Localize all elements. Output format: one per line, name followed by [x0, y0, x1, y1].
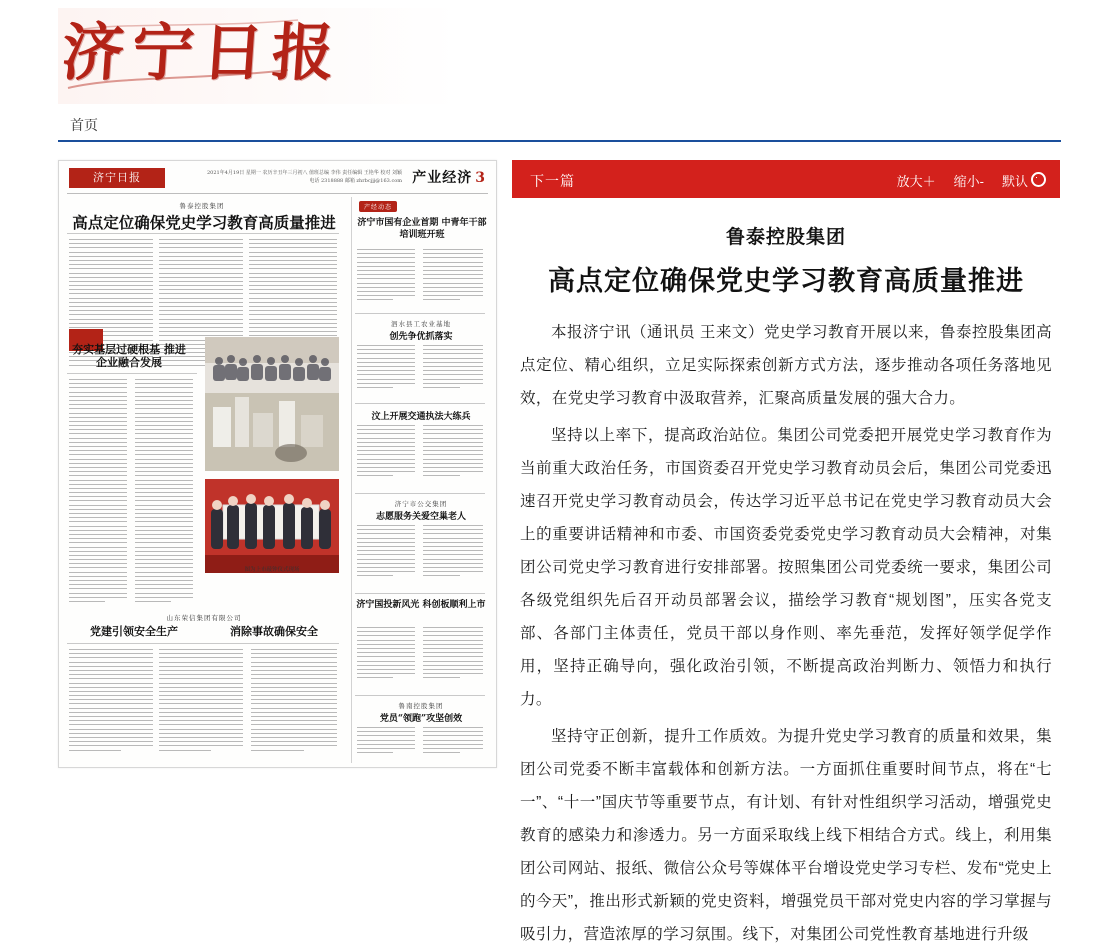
- np-photo-caption: 图为上市敲钟仪式现场: [244, 567, 300, 573]
- np-text-column-5: [135, 379, 193, 609]
- np-text-column-16: [423, 525, 483, 587]
- article-paragraph-2: 坚持以上率下，提高政治站位。集团公司党委把开展党史学习教育作为当前重大政治任务，市国资委召开党史学习教育动员会后，集团公司党委迅速召开党史学习教育动员会，传达学习近平总书记在党史学习教育动员大会上的重要讲话精神和市委、市国资委党委党史学习教育动员大会精神，对集团公司党史学习教育进行安排部署。按照集团公司党委统一要求，集团公司各级党组织先后召开动员部署会议，描绘学习教育“规划图”，压实各党支部、各部门主体责任，党员干部以身作则、率先垂范，发挥好领学促学作用，坚持正确导向，强化政治引领，不断提高政治判断力、领悟力和执行力。: [520, 427, 1052, 708]
- article-body: [512, 198, 1060, 951]
- section-number: 3: [475, 170, 486, 186]
- article-tools: [897, 171, 1046, 190]
- paper-nameplate: 济宁日报: [59, 16, 345, 89]
- np-text-column-11: [357, 345, 415, 397]
- np-photo-model: [205, 337, 339, 471]
- np-headline-6[interactable]: 党员“领跑”攻坚创效: [379, 714, 463, 724]
- np-text-column-9: [357, 249, 415, 307]
- gear-icon: [1031, 172, 1046, 187]
- np-kicker-4: 济宁市公交集团: [394, 500, 448, 508]
- article-subtitle: 鲁泰控股集团: [725, 227, 846, 248]
- np-divider-5: [355, 403, 485, 404]
- article-paragraph-3: 坚持守正创新，提升工作质效。为提升党史学习教育的质量和效果，集团公司党委不断丰富载体和创新方法。一方面抓住重要时间节点，将在“七一”、“十一”国庆节等重要节点，有计划、有针对性组织学习活动，增强党史教育的感染力和渗透力。另一方面采取线上线下相结合方式。线上，利用集团公司网站、报纸、微信公众号等媒体平台增设党史学习专栏、发布“党史上的今天”，推出形式新颖的党史资料，增强党员干部对党史内容的学习掌握与吸引力，营造浓厚的学习氛围。线下，对集团公司党性教育基地进行升级: [520, 728, 1052, 943]
- np-headline-5[interactable]: 济宁国投新风光 科创板顺利上市: [356, 600, 486, 610]
- np-divider-3: [67, 643, 339, 644]
- newspaper-page-preview[interactable]: [58, 160, 497, 768]
- np-headline-0[interactable]: 高点定位确保党史学习教育高质量推进: [72, 213, 336, 232]
- np-text-column-7: [159, 649, 243, 761]
- main-content: [0, 160, 1119, 943]
- nav-item-home[interactable]: 首页: [70, 117, 98, 133]
- np-headline-3[interactable]: 汶上开展交通执法大练兵: [371, 412, 471, 422]
- np-headline-8-right[interactable]: 消除事故确保安全: [230, 625, 318, 638]
- article-paragraph-1: 本报济宁讯（通讯员 王来文）党史学习教育开展以来，鲁泰控股集团高点定位、精心组织，立足实际探索创新方式方法，逐步推动各项任务落地见效，在党史学习教育中汲取营养，汇聚高质量发展的强大合力。: [520, 324, 1052, 407]
- np-divider-7: [355, 593, 485, 594]
- np-column-separator: [351, 197, 352, 763]
- np-text-column-6: [69, 649, 153, 761]
- np-headline-8-left[interactable]: 党建引领安全生产: [90, 625, 178, 638]
- np-divider-4: [355, 313, 485, 314]
- newspaper-dateline: 2021年4月19日 星期一 农历辛丑年三月初八 值班总编 李伟 责任编辑 王艳华 校对 刘颖 电话 2318888 邮箱 zhrbcjjj@163.com: [207, 170, 402, 184]
- newspaper-page-header: [67, 167, 488, 194]
- np-kicker-8: 山东荣信集团有限公司: [166, 614, 242, 622]
- main-navigation: [58, 108, 1061, 142]
- np-text-column-18: [423, 627, 483, 689]
- zoom-out-button[interactable]: 缩小-: [953, 174, 984, 189]
- article-toolbar: [512, 160, 1060, 198]
- np-text-column-8: [251, 649, 337, 761]
- np-kicker-0: 鲁泰控股集团: [179, 202, 225, 210]
- np-headline-2[interactable]: 创先争优抓落实: [389, 332, 453, 342]
- np-text-column-20: [423, 727, 483, 761]
- next-article-button[interactable]: 下一篇: [530, 173, 575, 189]
- section-name: 产业经济: [412, 170, 473, 186]
- np-divider-8: [355, 695, 485, 696]
- np-kicker-6: 鲁南控股集团: [398, 702, 444, 710]
- default-size-button[interactable]: [1002, 171, 1046, 190]
- np-headline-7[interactable]: 夯实基层过硬根基 推进企业融合发展: [72, 343, 186, 369]
- masthead: [0, 0, 1119, 108]
- np-photo-ceremony: [205, 479, 339, 573]
- newspaper-section-label: [412, 167, 486, 187]
- article-title: 高点定位确保党史学习教育高质量推进: [548, 266, 1024, 296]
- np-text-column-17: [357, 627, 415, 689]
- np-text-column-13: [357, 425, 415, 487]
- np-headline-1[interactable]: 济宁市国有企业首期 中青年干部培训班开班: [357, 218, 487, 240]
- np-text-column-10: [423, 249, 483, 307]
- newspaper-page-canvas[interactable]: [59, 161, 496, 767]
- zoom-in-button[interactable]: 放大＋: [896, 174, 936, 189]
- np-kicker-2: 泗水县工农业基地: [391, 320, 451, 328]
- np-text-column-12: [423, 345, 483, 397]
- article-reader: [512, 160, 1060, 943]
- np-divider-6: [355, 493, 485, 494]
- np-text-column-14: [423, 425, 483, 487]
- np-text-column-19: [357, 727, 415, 761]
- np-divider-2: [67, 373, 197, 374]
- np-divider-1: [67, 233, 339, 234]
- np-headline-4[interactable]: 志愿服务关爱空巢老人: [375, 512, 466, 522]
- default-size-label: 默认: [1001, 174, 1028, 189]
- np-text-column-4: [69, 379, 127, 609]
- np-text-column-15: [357, 525, 415, 587]
- np-section-badge: 产经动态: [359, 201, 397, 212]
- newspaper-page-logo: 济宁日报: [69, 168, 165, 188]
